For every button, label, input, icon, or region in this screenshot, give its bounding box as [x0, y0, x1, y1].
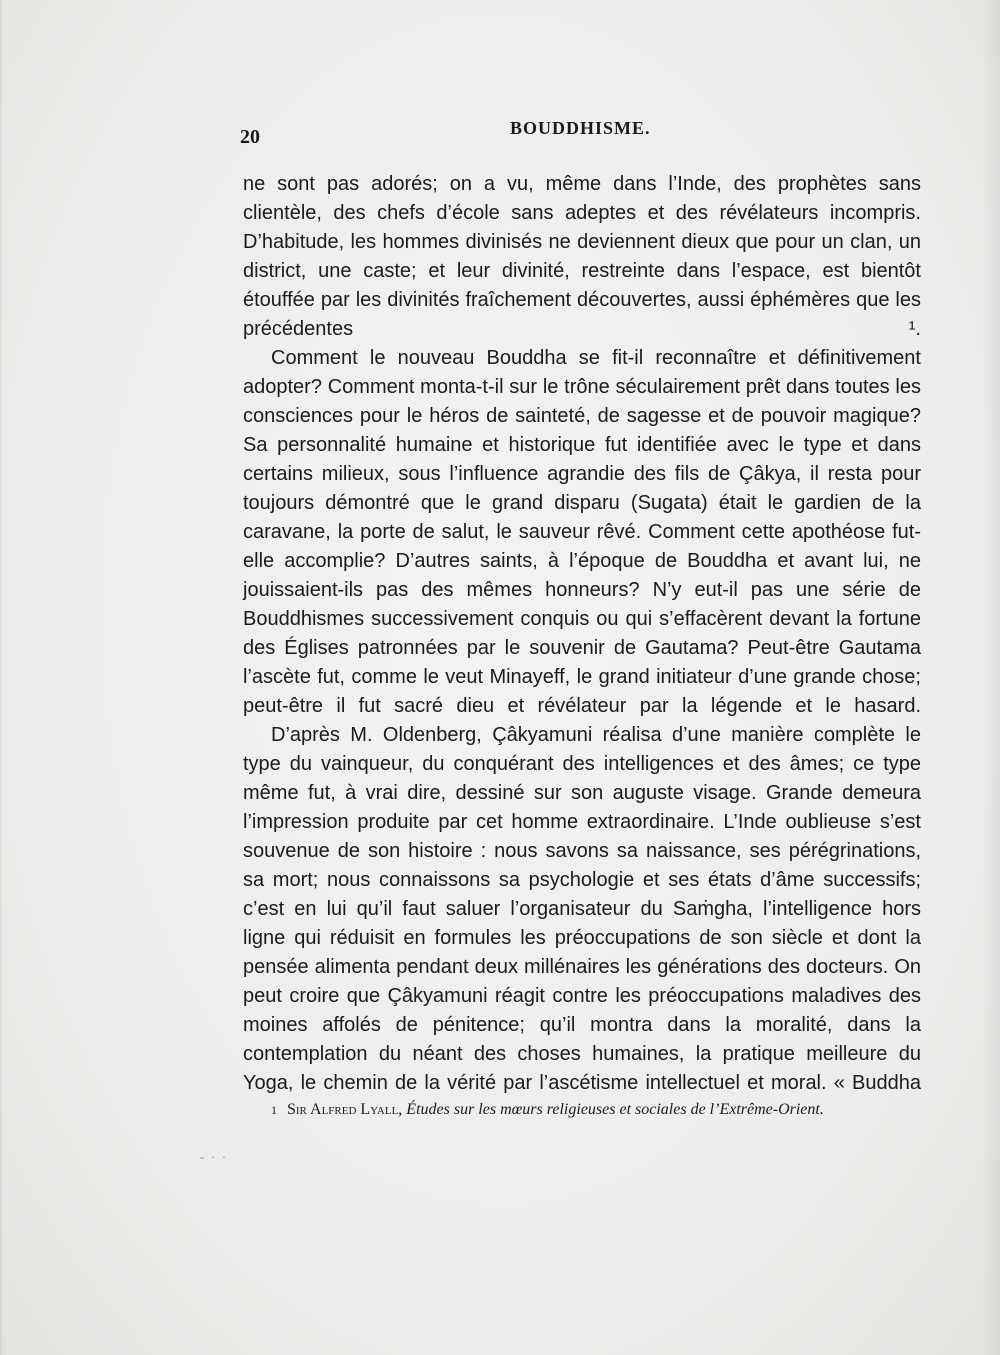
footnote-author: Sir Alfred Lyall, — [287, 1101, 403, 1118]
running-head: BOUDDHISME. — [510, 118, 651, 138]
body-text — [243, 170, 921, 1098]
paragraph-3: D’après M. Oldenberg, Çâkyamuni réalisa d’une manière complète le type du vainqueur, du conquérant des intelligences et des âmes; ce type même fut, à vrai dire, dessiné sur son auguste visage. Grande demeura l’impression produite par cet homme extraordinaire. L’Inde oublieuse s’est souvenue de son histoire : nous savons sa naissance, ses pérégrinations, sa mort; nous connaissons sa psychologie et ses états d’âme successifs; c’est en lui qu’il faut saluer l’organisateur du Saṁgha, l’intelligence hors ligne qui réduisit en formules les préoccupations de son siècle et dont la pensée alimenta pendant deux millénaires les générations des docteurs. On peut croire que Çâkyamuni réagit contre les préoccupations maladives des moines affolés de pénitence; qu’il montra dans la moralité, dans la contemplation du néant des choses humaines, la pratique meilleure du Yoga, le chemin de la vérité par l’ascétisme intellectuel et moral. « Buddha — [243, 724, 921, 1094]
page-header — [240, 118, 920, 148]
footnote-marker: 1 — [271, 1103, 277, 1117]
footnote-title: Études sur les mœurs religieuses et sociales de l’Extrême-Orient. — [406, 1101, 824, 1118]
paragraph-1: ne sont pas adorés; on a vu, même dans l’Inde, des prophètes sans clientèle, des chefs d’école sans adeptes et des révélateurs incompris. D’habitude, les hommes divinisés ne deviennent dieux que pour un clan, un district, une caste; et leur divinité, restreinte dans l’espace, est bientôt étouffée par les divinités fraîchement découvertes, aussi éphémères que les précédentes ¹. — [243, 173, 921, 340]
page-number: 20 — [240, 126, 260, 148]
paragraph-2: Comment le nouveau Bouddha se fit-il reconnaître et définitivement adopter? Comment monta-t-il sur le trône séculairement prêt dans toutes les consciences pour le héros de sainteté, de sagesse et de pouvoir magique? Sa personnalité humaine et historique fut identifiée avec le type et dans certains milieux, sous l’influence agrandie des fils de Çâkya, il resta pour toujours démontré que le grand disparu (Sugata) était le gardien de la caravane, la porte de salut, le sauveur rêvé. Comment cette apothéose fut-elle accomplie? D’autres saints, à l’époque de Bouddha et avant lui, ne jouissaient-ils pas des mêmes honneurs? N’y eut-il pas une série de Bouddhismes successivement conquis ou qui s’effacèrent devant la fortune des Églises patronnées par le souvenir de Gautama? Peut-être Gautama l’ascète fut, comme le veut Minayeff, le grand initiateur d’une grande chose; peut-être il fut sacré dieu et révélateur par la légende et le hasard. — [243, 347, 921, 717]
scan-specks: ‐ · · — [200, 1150, 228, 1164]
page-edge-left — [0, 0, 2, 1355]
page-edge-shadow — [982, 0, 1000, 1355]
footnote — [271, 1100, 911, 1120]
